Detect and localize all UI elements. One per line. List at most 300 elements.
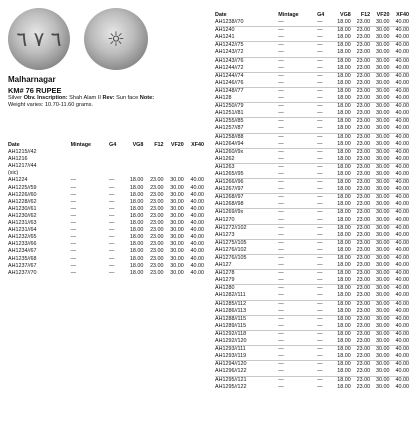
cell-date: AH1276//105 <box>215 255 278 263</box>
cell-vg8: 18.00 <box>129 191 144 198</box>
cell-f12: 23.00 <box>150 212 164 219</box>
cell-xf40: 40.00 <box>390 133 409 141</box>
cell-f12: 23.00 <box>150 177 164 184</box>
table-row <box>215 118 409 126</box>
cell-vf20: 30.00 <box>370 270 389 278</box>
cell-vg8: 18.00 <box>331 179 350 187</box>
cell-g4: — <box>317 338 323 345</box>
cell-vg8: 18.00 <box>337 353 351 360</box>
cell-vf20 <box>164 163 184 170</box>
table-row <box>215 186 409 194</box>
cell-vg8: 18.00 <box>331 103 350 111</box>
cell-vg8: 18.00 <box>337 49 351 56</box>
cell-f12: 23.00 <box>351 255 370 263</box>
cell-g4: — <box>317 57 331 65</box>
cell-xf40: 40.00 <box>390 179 409 187</box>
coin-description <box>8 95 208 110</box>
cell-vg8 <box>123 156 143 163</box>
cell-f12: 23.00 <box>150 205 164 212</box>
cell-f12: 23.00 <box>351 118 370 126</box>
cell-mintage: — <box>278 277 284 284</box>
cell-vf20: 30.00 <box>376 383 390 390</box>
cell-date: AH1288//115 <box>215 315 278 323</box>
cell-date: AH1216 <box>8 156 28 163</box>
cell-f12: 23.00 <box>356 277 371 284</box>
cell-vf20: 30.00 <box>370 163 389 171</box>
cell-date: AH1270 <box>215 216 235 223</box>
cell-g4: — <box>317 179 331 187</box>
cell-mintage: — <box>278 34 284 41</box>
cell-vf20: 30.00 <box>376 201 390 208</box>
cell-mintage: — <box>278 140 284 147</box>
cell-mintage: — <box>70 248 77 255</box>
col-f12: F12 <box>154 142 164 148</box>
cell-xf40: 40.00 <box>190 248 204 255</box>
table-row <box>215 255 409 263</box>
cell-g4: — <box>109 227 115 234</box>
cell-date: AH1278 <box>215 270 278 278</box>
col-xf40: XF40 <box>191 142 204 148</box>
cell-date: AH1260//9x <box>215 148 278 156</box>
table-body-right <box>215 19 409 391</box>
cell-xf40: 40.00 <box>390 209 409 217</box>
cell-f12: 23.00 <box>150 248 164 255</box>
obv-label: Obv. Inscription: <box>23 95 68 101</box>
col-mintage: Mintage <box>278 12 299 18</box>
cell-vf20: 30.00 <box>376 95 390 102</box>
table-row <box>8 206 204 213</box>
cell-g4 <box>109 156 123 163</box>
cell-mintage: — <box>70 184 77 191</box>
cell-vg8 <box>123 170 143 177</box>
cell-vf20: 30.00 <box>370 148 389 156</box>
cell-date: AH1240 <box>215 27 278 35</box>
cell-g4: — <box>317 133 331 141</box>
cell-g4: — <box>317 163 331 171</box>
cell-date: AH1235//68 <box>8 255 37 262</box>
cell-vg8: 18.00 <box>337 307 351 314</box>
col-vg8: VG8 <box>339 12 351 18</box>
cell-date: AH1255//85 <box>215 118 278 126</box>
cell-f12: 23.00 <box>356 95 371 102</box>
cell-f12: 23.00 <box>356 383 371 390</box>
cell-xf40: 40.00 <box>390 361 409 369</box>
cell-mintage: — <box>278 133 317 141</box>
table-row <box>215 171 409 179</box>
table-row <box>215 110 409 118</box>
km-title: KM# 76 RUPEE <box>8 86 62 95</box>
table-row <box>215 217 409 225</box>
cell-xf40: 40.00 <box>395 246 409 253</box>
table-row <box>215 148 409 156</box>
cell-mintage: — <box>278 148 317 156</box>
cell-g4: — <box>317 277 323 284</box>
cell-mintage: — <box>278 231 284 238</box>
cell-vg8: 18.00 <box>331 285 350 293</box>
cell-mintage: — <box>278 19 284 26</box>
col-mintage: Mintage <box>70 142 91 148</box>
cell-date: AH1293//111 <box>215 346 278 354</box>
cell-mintage: — <box>70 234 77 241</box>
cell-xf40: 40.00 <box>390 270 409 278</box>
cell-date: AH1275//105 <box>215 239 278 247</box>
cell-f12: 23.00 <box>356 292 371 299</box>
cell-date: AH1246//76 <box>215 79 244 86</box>
cell-xf40: 40.00 <box>390 87 409 95</box>
cell-date: AH1265//95 <box>215 170 244 177</box>
table-row <box>215 368 409 376</box>
cell-g4: — <box>317 262 323 269</box>
cell-date: AH1244//72 <box>215 64 244 71</box>
cell-vg8: 18.00 <box>337 292 351 299</box>
cell-f12: 23.00 <box>356 155 371 162</box>
table-row <box>8 170 204 177</box>
cell-vf20: 30.00 <box>170 269 184 276</box>
col-date: Date <box>215 12 227 18</box>
cell-mintage: — <box>278 163 317 171</box>
cell-mintage: — <box>278 79 284 86</box>
cell-g4: — <box>317 209 331 217</box>
cell-f12: 23.00 <box>351 346 370 354</box>
cell-g4 <box>109 163 123 170</box>
cell-vf20: 30.00 <box>376 216 390 223</box>
cell-date: AH1225//59 <box>8 184 37 191</box>
cell-date: AH127 <box>215 262 232 269</box>
cell-xf40: 40.00 <box>390 103 409 111</box>
cell-vg8: 18.00 <box>337 186 351 193</box>
cell-g4: — <box>317 194 331 202</box>
cell-vf20: 30.00 <box>370 330 389 338</box>
cell-vf20: 30.00 <box>370 315 389 323</box>
cell-date: AH1268//98 <box>215 201 244 208</box>
cell-g4: — <box>317 255 331 263</box>
cell-vf20 <box>164 170 184 177</box>
cell-vg8: 18.00 <box>337 338 351 345</box>
cell-g4: — <box>109 262 115 269</box>
cell-mintage: — <box>278 353 284 360</box>
cell-date: AH128 <box>215 95 232 102</box>
cell-date: AH1217//44 <box>8 163 37 170</box>
cell-f12: 23.00 <box>351 87 370 95</box>
cell-xf40: 40.00 <box>395 322 409 329</box>
cell-f12: 23.00 <box>351 209 370 217</box>
table-row <box>215 194 409 202</box>
cell-g4: — <box>317 216 323 223</box>
cell-date: AH1243//72 <box>215 49 244 56</box>
cell-g4: — <box>317 285 331 293</box>
cell-xf40: 40.00 <box>395 277 409 284</box>
cell-g4: — <box>317 315 331 323</box>
table-row <box>215 156 409 164</box>
cell-vg8: 18.00 <box>129 227 144 234</box>
cell-g4: — <box>317 64 323 71</box>
cell-vf20: 30.00 <box>376 49 390 56</box>
cell-xf40: 40.00 <box>190 262 204 269</box>
cell-vf20: 30.00 <box>370 133 389 141</box>
table-row <box>215 179 409 187</box>
cell-vg8: 18.00 <box>337 125 351 132</box>
cell-vg8: 18.00 <box>331 163 350 171</box>
cell-f12: 23.00 <box>351 27 370 35</box>
cell-g4 <box>109 149 123 156</box>
cell-mintage: — <box>278 201 284 208</box>
cell-g4: — <box>317 239 331 247</box>
cell-f12: 23.00 <box>351 179 370 187</box>
coin-photos <box>8 8 178 70</box>
cell-vg8 <box>123 163 143 170</box>
cell-g4: — <box>317 292 323 299</box>
cell-xf40: 40.00 <box>190 255 204 262</box>
cell-vf20: 30.00 <box>376 186 390 193</box>
cell-f12: 23.00 <box>356 231 371 238</box>
cell-g4: — <box>109 177 115 184</box>
table-row <box>215 133 409 141</box>
cell-g4: — <box>109 234 115 241</box>
cell-xf40: 40.00 <box>395 338 409 345</box>
cell-g4: — <box>317 49 323 56</box>
cell-vf20: 30.00 <box>376 292 390 299</box>
cell-vg8: 18.00 <box>337 110 351 117</box>
cell-date: AH1263 <box>215 163 278 171</box>
cell-g4: — <box>317 42 331 50</box>
cell-date: AH1233//66 <box>8 241 37 248</box>
cell-vg8: 18.00 <box>337 19 351 26</box>
table-row <box>215 209 409 217</box>
table-row <box>215 57 409 65</box>
cell-xf40: 40.00 <box>395 292 409 299</box>
table-row <box>215 262 409 270</box>
cell-vg8: 18.00 <box>331 224 350 232</box>
cell-vf20: 30.00 <box>376 19 390 26</box>
col-date: Date <box>8 142 20 148</box>
cell-f12: 23.00 <box>150 241 164 248</box>
cell-vg8: 18.00 <box>337 277 351 284</box>
table-row <box>215 330 409 338</box>
cell-vf20: 30.00 <box>376 64 390 71</box>
cell-xf40: 40.00 <box>190 220 204 227</box>
cell-f12: 23.00 <box>356 19 371 26</box>
cell-f12: 23.00 <box>356 125 371 132</box>
cell-vg8: 18.00 <box>129 177 144 184</box>
cell-vf20: 30.00 <box>370 209 389 217</box>
cell-xf40: 40.00 <box>390 27 409 35</box>
cell-g4: — <box>317 72 331 80</box>
cell-date: AH1230//62 <box>8 212 37 219</box>
cell-mintage <box>71 163 109 170</box>
cell-vg8: 18.00 <box>331 315 350 323</box>
table-row <box>215 376 409 384</box>
cell-mintage: — <box>278 376 317 384</box>
cell-xf40: 40.00 <box>190 177 204 184</box>
cell-g4: — <box>109 241 115 248</box>
cell-g4: — <box>317 270 331 278</box>
cell-g4: — <box>317 307 323 314</box>
cell-vg8: 18.00 <box>337 262 351 269</box>
cell-mintage: — <box>278 49 284 56</box>
cell-f12: 23.00 <box>356 110 371 117</box>
cell-mintage: — <box>278 315 317 323</box>
cell-g4: — <box>317 361 331 369</box>
cell-vf20: 30.00 <box>376 79 390 86</box>
cell-date: AH1226//60 <box>8 191 37 198</box>
table-row <box>8 256 204 263</box>
cell-date: AH1273 <box>215 231 235 238</box>
table-row <box>215 42 409 50</box>
cell-g4: — <box>317 118 331 126</box>
cell-vg8: 18.00 <box>331 57 350 65</box>
table-row <box>215 285 409 293</box>
cell-vg8: 18.00 <box>337 140 351 147</box>
cell-vg8: 18.00 <box>331 209 350 217</box>
cell-f12: 23.00 <box>356 79 371 86</box>
cell-vf20: 30.00 <box>376 110 390 117</box>
cell-xf40: 40.00 <box>190 234 204 241</box>
cell-f12: 23.00 <box>356 368 371 375</box>
cell-f12: 23.00 <box>351 376 370 384</box>
cell-f12: 23.00 <box>150 269 164 276</box>
table-row <box>215 247 409 255</box>
cell-xf40: 40.00 <box>395 49 409 56</box>
cell-vg8: 18.00 <box>337 201 351 208</box>
cell-vf20: 30.00 <box>170 234 184 241</box>
table-row <box>8 185 204 192</box>
cell-xf40: 40.00 <box>190 205 204 212</box>
cell-f12: 23.00 <box>351 330 370 338</box>
cell-g4: — <box>317 368 323 375</box>
cell-date: AH1238//70 <box>215 19 244 26</box>
cell-xf40: 40.00 <box>395 79 409 86</box>
cell-xf40: 40.00 <box>390 330 409 338</box>
cell-mintage: — <box>70 198 77 205</box>
price-table-right <box>215 12 409 391</box>
cell-vg8: 18.00 <box>331 346 350 354</box>
cell-vg8: 18.00 <box>129 262 144 269</box>
table-row <box>215 232 409 240</box>
cell-mintage: — <box>278 255 317 263</box>
cell-vf20: 30.00 <box>376 277 390 284</box>
cell-mintage <box>71 149 109 156</box>
cell-xf40: 40.00 <box>190 191 204 198</box>
table-row <box>215 103 409 111</box>
cell-vf20: 30.00 <box>370 239 389 247</box>
table-row <box>215 300 409 308</box>
cell-f12: 23.00 <box>150 227 164 234</box>
cell-vf20: 30.00 <box>170 198 184 205</box>
cell-vg8: 18.00 <box>337 383 351 390</box>
cell-mintage: — <box>278 72 317 80</box>
table-row <box>8 220 204 227</box>
cell-mintage: — <box>278 125 284 132</box>
cell-mintage: — <box>70 177 77 184</box>
cell-vg8: 18.00 <box>331 330 350 338</box>
cell-xf40 <box>184 149 204 156</box>
cell-xf40: 40.00 <box>390 163 409 171</box>
cell-vf20: 30.00 <box>370 118 389 126</box>
cell-vf20: 30.00 <box>170 227 184 234</box>
cell-xf40: 40.00 <box>395 64 409 71</box>
cell-vf20: 30.00 <box>370 361 389 369</box>
cell-xf40: 40.00 <box>395 368 409 375</box>
cell-vg8: 18.00 <box>129 241 144 248</box>
cell-mintage: — <box>278 224 317 232</box>
cell-mintage: — <box>70 205 77 212</box>
cell-g4: — <box>109 198 115 205</box>
cell-vf20: 30.00 <box>376 170 390 177</box>
cell-g4: — <box>317 79 323 86</box>
cell-vg8: 18.00 <box>337 95 351 102</box>
cell-vg8: 18.00 <box>337 79 351 86</box>
cell-f12: 23.00 <box>356 246 371 253</box>
cell-mintage: — <box>278 64 284 71</box>
cell-f12: 23.00 <box>150 220 164 227</box>
cell-mintage: — <box>278 383 284 390</box>
cell-xf40: 40.00 <box>390 239 409 247</box>
cell-f12: 23.00 <box>351 300 370 308</box>
table-body-left <box>8 149 204 277</box>
cell-g4: — <box>317 346 331 354</box>
cell-vf20: 30.00 <box>370 285 389 293</box>
cell-f12: 23.00 <box>356 216 371 223</box>
cell-mintage: — <box>278 103 317 111</box>
cell-mintage: — <box>278 361 317 369</box>
cell-vg8: 18.00 <box>331 27 350 35</box>
cell-vg8: 18.00 <box>337 34 351 41</box>
cell-g4: — <box>109 191 115 198</box>
table-row <box>215 65 409 73</box>
cell-xf40: 40.00 <box>395 140 409 147</box>
cell-mintage: — <box>278 285 317 293</box>
cell-mintage: — <box>278 216 284 223</box>
cell-f12: 23.00 <box>351 72 370 80</box>
table-row <box>215 72 409 80</box>
table-row <box>215 87 409 95</box>
cell-xf40: 40.00 <box>390 255 409 263</box>
cell-g4: — <box>109 255 115 262</box>
table-row <box>215 361 409 369</box>
rev-label: Rev: <box>102 95 115 101</box>
cell-g4: — <box>317 186 323 193</box>
cell-vf20: 30.00 <box>370 300 389 308</box>
cell-date: AH1272//102 <box>215 224 278 232</box>
cell-date: AH1267//97 <box>215 186 244 193</box>
cell-g4: — <box>317 19 323 26</box>
cell-vf20: 30.00 <box>376 231 390 238</box>
cell-xf40: 40.00 <box>395 216 409 223</box>
cell-date: AH1279 <box>215 277 235 284</box>
cell-f12: 23.00 <box>356 338 371 345</box>
table-row <box>215 49 409 57</box>
cell-vf20 <box>164 156 184 163</box>
cell-date: AH1285//112 <box>215 300 278 308</box>
cell-g4: — <box>317 231 323 238</box>
table-row <box>215 353 409 361</box>
cell-g4: — <box>317 34 323 41</box>
cell-f12: 23.00 <box>351 133 370 141</box>
cell-vg8: 18.00 <box>331 361 350 369</box>
table-row <box>215 201 409 209</box>
cell-f12: 23.00 <box>351 315 370 323</box>
cell-f12: 23.00 <box>150 191 164 198</box>
cell-xf40: 40.00 <box>390 376 409 384</box>
table-row <box>8 227 204 234</box>
cell-date: AH1264//94 <box>215 140 244 147</box>
cell-g4: — <box>317 140 323 147</box>
cell-vg8: 18.00 <box>331 87 350 95</box>
cell-date: AH1241 <box>215 34 235 41</box>
cell-date: AH1292//118 <box>215 330 278 338</box>
cell-date: AH1230//61 <box>8 205 37 212</box>
cell-g4: — <box>317 383 323 390</box>
